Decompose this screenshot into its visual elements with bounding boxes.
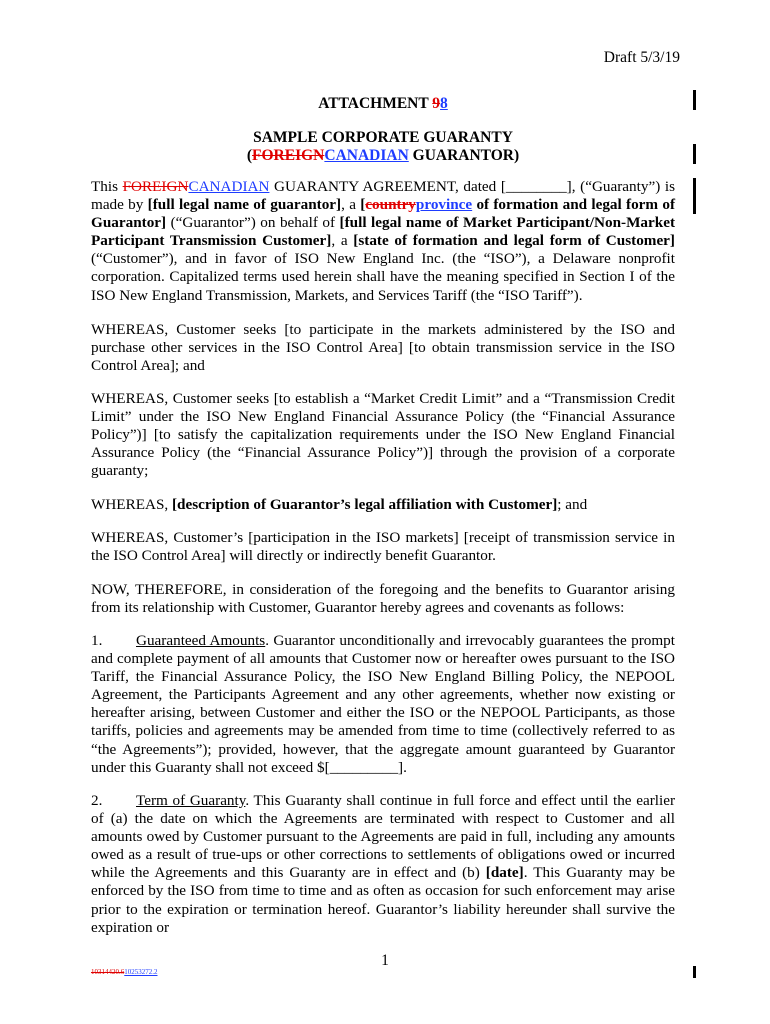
subtitle-open: (: [246, 147, 253, 164]
whereas-paragraph-4: WHEREAS, Customer’s [participation in the ISO markets] [receipt of transmission service in the ISO Control Area] will directly or indirectly benefit Guarantor.: [91, 529, 675, 565]
section-number: 1.: [91, 632, 103, 649]
placeholder-customer-name: [full legal name of Market Participant/Non-Market Participant Transmission Customer]: [91, 214, 675, 250]
whereas-paragraph-3: WHEREAS, [description of Guarantor’s legal affiliation with Customer]; and: [91, 496, 588, 513]
page-number: 1: [381, 952, 389, 969]
subtitle-rest: GUARANTOR): [408, 147, 520, 164]
document-title: SAMPLE CORPORATE GUARANTY: [253, 129, 513, 146]
placeholder-guarantor-name: [full legal name of guarantor]: [147, 196, 342, 214]
inserted-text: 8: [440, 95, 448, 112]
change-bar: [693, 178, 696, 214]
document-id: [91, 968, 158, 976]
intro-paragraph: This FOREIGNCANADIAN GUARANTY AGREEMENT, dated [________], (“Guaranty”) is made by [full legal name of guarantor], a [countryprovince of formation and legal form of Guarantor] (“Guarantor”) on behalf of [full legal name of Market Participant/Non-Market Participant Transmission Customer], a [state of formation and legal form of Customer] (“Customer”), and in favor of ISO New England Inc. (the “ISO”), a Delaware nonprofit corporation. Capitalized terms used herein shall have the meaning specified in Section I of the ISO New England Transmission, Markets, and Services Tariff (the “ISO Tariff”).: [91, 178, 676, 304]
now-therefore-paragraph: NOW, THEREFORE, in consideration of the foregoing and the benefits to Guarantor arising from its relationship with Customer, Guarantor hereby agrees and covenants as follows:: [91, 581, 675, 617]
inserted-text: CANADIAN: [324, 147, 409, 164]
change-bar: [693, 966, 696, 978]
change-bar: [693, 144, 696, 164]
section-number: 2.: [91, 792, 103, 809]
inserted-text: province: [415, 196, 473, 214]
attachment-title: [91, 94, 675, 113]
change-bar: [693, 90, 696, 110]
deleted-text: country: [365, 196, 416, 214]
section-1: 1. Guaranteed Amounts. Guarantor unconditionally and irrevocably guarantees the prompt and complete payment of all amounts that Customer now or hereafter owes pursuant to the ISO Tariff, the Financial Assurance Policy, the ISO New England Billing Policy, the NEPOOL Agreement, the Participants Agreement and any other agreements, whether now existing or hereafter arising, between Customer and either the ISO or the NEPOOL Participants, as those tariffs, policies and agreements may be amended from time to time (collectively referred to as “the Agreements”); provided, however, that the aggregate amount guaranteed by Guarantor under this Guaranty shall not exceed $[_________].: [91, 632, 675, 776]
attachment-prefix: ATTACHMENT: [318, 95, 433, 112]
whereas-paragraph-1: WHEREAS, Customer seeks [to participate in the markets administered by the ISO and purchase other services in the ISO Control Area] [to obtain transmission service in the ISO Control Area]; and: [91, 321, 675, 375]
placeholder-date: [date]: [485, 864, 524, 882]
inserted-text: 10253272.2: [124, 968, 158, 976]
draft-date: Draft 5/3/19: [603, 49, 680, 66]
section-heading: Term of Guaranty: [136, 792, 246, 809]
section-heading: Guaranteed Amounts: [136, 632, 266, 649]
section-2: 2. Term of Guaranty. This Guaranty shall continue in full force and effect until the earlier of (a) the date on which the Agreements are terminated with respect to Customer and all amounts owed by Customer pursuant to the Agreements are paid in full, including any amounts owed as a result of true-ups or other corrections to settlements of obligations owed or incurred while the Agreements and this Guaranty are in effect and (b) [date]. This Guaranty may be enforced by the ISO from time to time and as often as occasion for such enforcement may arise prior to the expiration or termination hereof. Guarantor’s liability hereunder shall survive the expiration or: [91, 792, 676, 936]
deleted-text: 9: [432, 95, 441, 112]
deleted-text: FOREIGN: [252, 147, 325, 164]
document-subtitle: [91, 146, 675, 165]
deleted-text: FOREIGN: [122, 178, 189, 195]
whereas-paragraph-2: WHEREAS, Customer seeks [to establish a “Market Credit Limit” and a “Transmission Credit Limit” under the ISO New England Financial Assurance Policy (the “Financial Assurance Policy”)] [to satisfy the capitalization requirements under the ISO New England Financial Assurance Policy (the “Financial Assurance Policy”)] through the provision of a corporate guaranty;: [91, 390, 675, 480]
placeholder-affiliation: [description of Guarantor’s legal affiliation with Customer]: [172, 496, 558, 513]
placeholder-customer-state: [state of formation and legal form of Customer]: [353, 232, 675, 250]
inserted-text: CANADIAN: [188, 178, 270, 195]
deleted-text: 10314420.6: [91, 968, 125, 976]
